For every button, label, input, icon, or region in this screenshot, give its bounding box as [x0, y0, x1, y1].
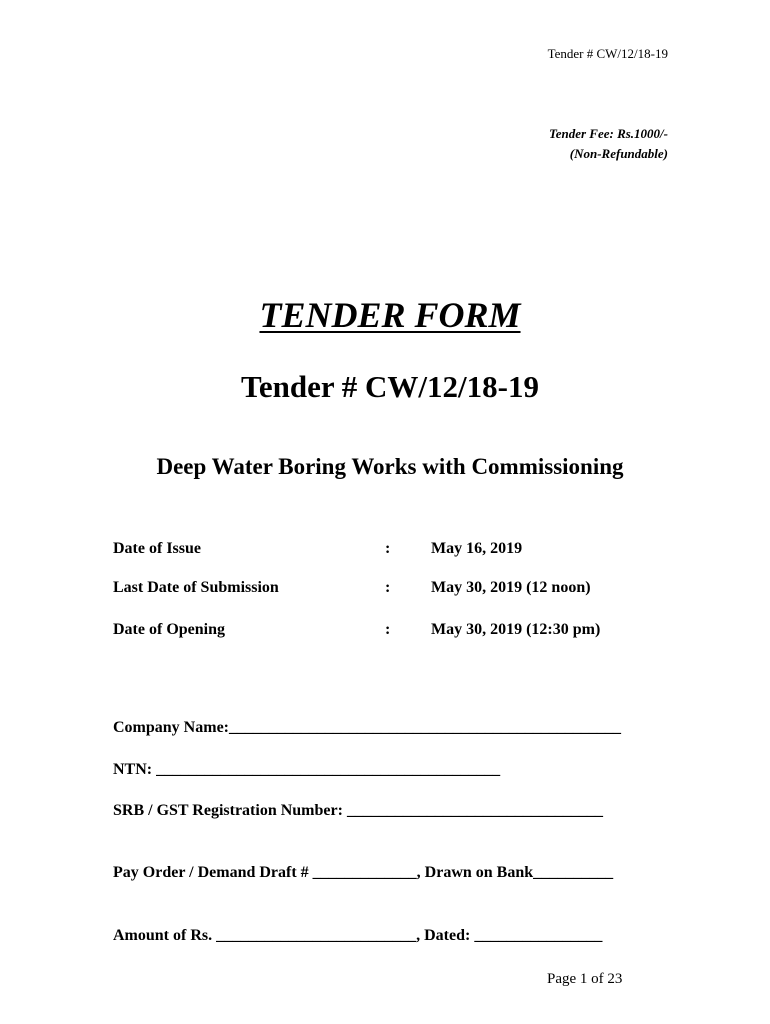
submission-date-separator: :: [385, 579, 391, 596]
date-of-issue-separator: :: [385, 540, 391, 557]
opening-date-label: Date of Opening: [113, 621, 225, 638]
srb-gst-registration-field[interactable]: SRB / GST Registration Number: ________________________________: [113, 802, 603, 819]
company-name-field[interactable]: Company Name:_________________________________________________: [113, 719, 621, 736]
submission-date-label: Last Date of Submission: [113, 579, 279, 596]
header-tender-reference: Tender # CW/12/18-19: [547, 46, 668, 61]
submission-date-value: May 30, 2019 (12 noon): [431, 579, 591, 596]
amount-field[interactable]: Amount of Rs. _________________________, Dated: ________________: [113, 927, 603, 944]
tender-fee-note: (Non-Refundable): [569, 146, 668, 161]
page-title: TENDER FORM: [259, 295, 521, 335]
page-number: Page 1 of 23: [547, 971, 623, 987]
ntn-field[interactable]: NTN: ___________________________________________: [113, 761, 501, 778]
pay-order-field[interactable]: Pay Order / Demand Draft # _____________, Drawn on Bank__________: [113, 864, 614, 881]
tender-fee-amount: Tender Fee: Rs.1000/-: [548, 126, 668, 141]
opening-date-separator: :: [385, 621, 391, 638]
tender-fee-block: [549, 124, 668, 164]
tender-subject: Deep Water Boring Works with Commissioning: [156, 454, 624, 479]
opening-date-value: May 30, 2019 (12:30 pm): [431, 621, 601, 638]
date-of-issue-label: Date of Issue: [113, 540, 201, 557]
date-of-issue-value: May 16, 2019: [431, 540, 523, 557]
tender-number: Tender # CW/12/18-19: [241, 369, 539, 404]
